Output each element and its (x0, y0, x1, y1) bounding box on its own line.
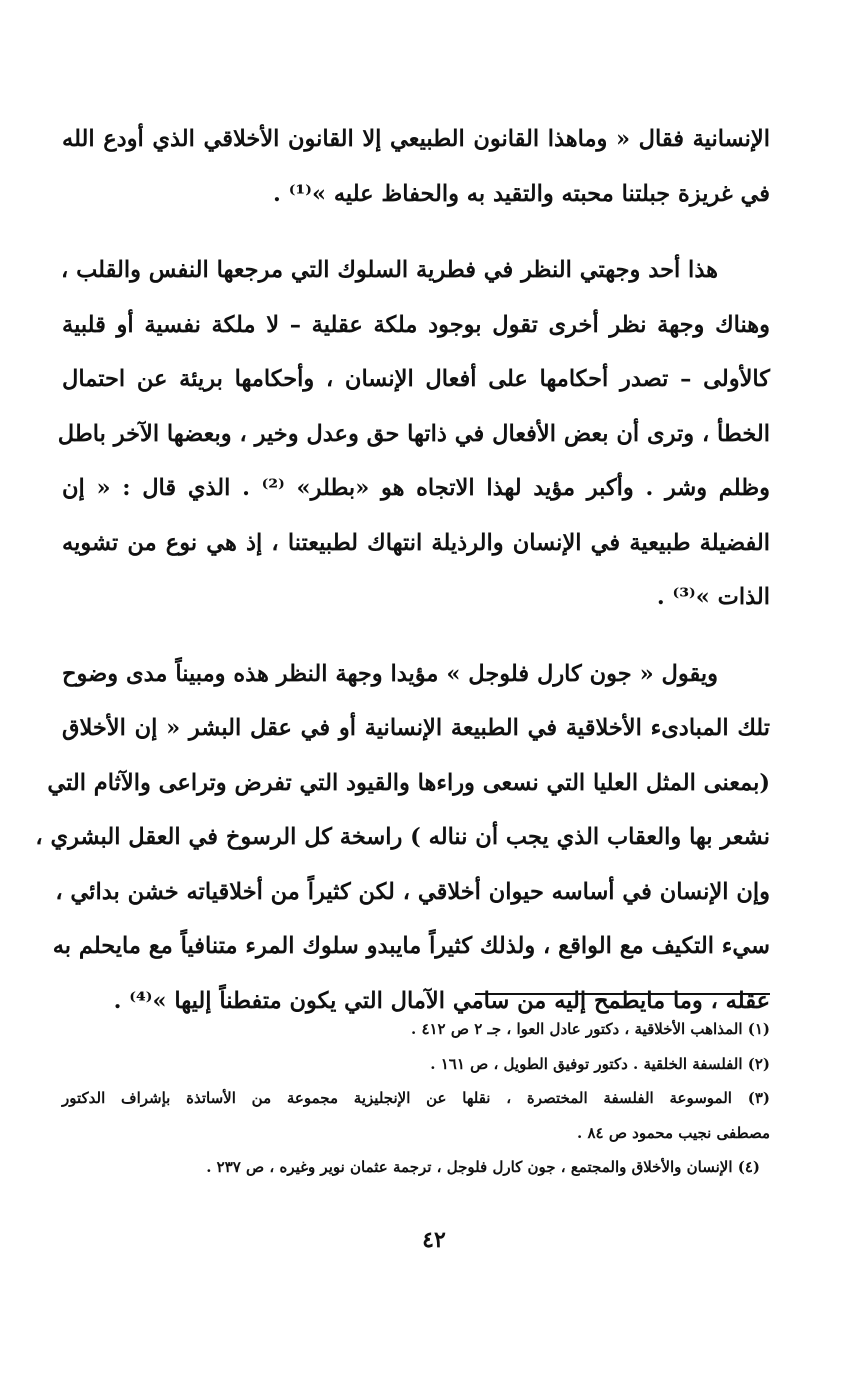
footnote: (١) المذاهب الأخلاقية ، دكتور عادل العوا ، جـ ٢ ص ٤١٢ . (410, 1020, 770, 1038)
paragraph (35, 647, 770, 1029)
footnote-separator (475, 993, 770, 995)
text-line: الخطأ ، وترى أن بعض الأفعال في ذاتها حق وعدل وخير ، وبعضها الآخر باطل (57, 420, 770, 447)
main-text (35, 112, 770, 1176)
text-line: هذا أحد وجهتي النظر في فطرية السلوك التي مرجعها النفس والقلب ، (60, 257, 718, 283)
footnotes (62, 1012, 770, 1185)
paragraph-gap (62, 221, 770, 243)
text-line: وظلم وشر . وأكبر مؤيد لهذا الاتجاه هو «بطلر» ⁽²⁾ . الذي قال : « إن (62, 475, 770, 501)
text-line: تلك المبادىء الأخلاقية في الطبيعة الإنسانية أو في عقل البشر « إن الأخلاق (62, 715, 770, 741)
page-number: ٤٢ (422, 1227, 446, 1253)
paragraph (62, 112, 770, 221)
text-line: سيء التكيف مع الواقع ، ولذلك كثيراً مايبدو سلوك المرء متنافياً مع مايحلم به (52, 933, 770, 959)
text-line: وهناك وجهة نظر أخرى تقول بوجود ملكة عقلية – لا ملكة نفسية أو قلبية (62, 311, 770, 338)
paragraph-gap (62, 625, 770, 647)
text-line: الذات »⁽³⁾ . (656, 584, 770, 610)
footnote: (٣) الموسوعة الفلسفة المختصرة ، نقلها عن الإنجليزية مجموعة من الأساتذة بإشراف الدكتور (62, 1089, 770, 1107)
text-line: وإن الإنسان في أساسه حيوان أخلاقي ، لكن كثيراً من أخلاقياته خشن بدائي ، (55, 878, 770, 905)
text-line: كالأولى – تصدر أحكامها على أفعال الإنسان ، وأحكامها بريئة عن احتمال (62, 366, 770, 392)
text-line: نشعر بها والعقاب الذي يجب أن نناله ) راسخة كل الرسوخ في العقل البشري ، (35, 824, 770, 850)
footnote: (٢) الفلسفة الخلقية . دكتور توفيق الطويل ، ص ١٦١ . (430, 1054, 770, 1073)
paragraph (57, 243, 770, 625)
text-line: الفضيلة طبيعية في الإنسان والرذيلة انتهاك لطبيعتنا ، إذ هي نوع من تشويه (62, 529, 770, 556)
footnote-continuation: مصطفى نجيب محمود ص ٨٤ . (577, 1123, 770, 1142)
text-line: (بمعنى المثل العليا التي نسعى وراءها والقيود التي تفرض وتراعى والآثام التي (47, 769, 770, 796)
text-line: الإنسانية فقال « وماهذا القانون الطبيعي إلا القانون الأخلاقي الذي أودع الله (62, 126, 770, 152)
text-line: عقله ، وما مايطمح إليه من سامي الآمال التي يكون متفطناً إليها »⁽⁴⁾ . (113, 987, 770, 1014)
text-line: في غريزة جبلتنا محبته والتقيد به والحفاظ عليه »⁽¹⁾ . (273, 180, 770, 207)
footnote: (٤) الإنسان والأخلاق والمجتمع ، جون كارل فلوجل ، ترجمة عثمان نوير وغيره ، ص ٢٣٧ . (206, 1158, 760, 1176)
text-line: ويقول « جون كارل فلوجل » مؤيدا وجهة النظر هذه ومبيناً مدى وضوح (62, 660, 718, 687)
